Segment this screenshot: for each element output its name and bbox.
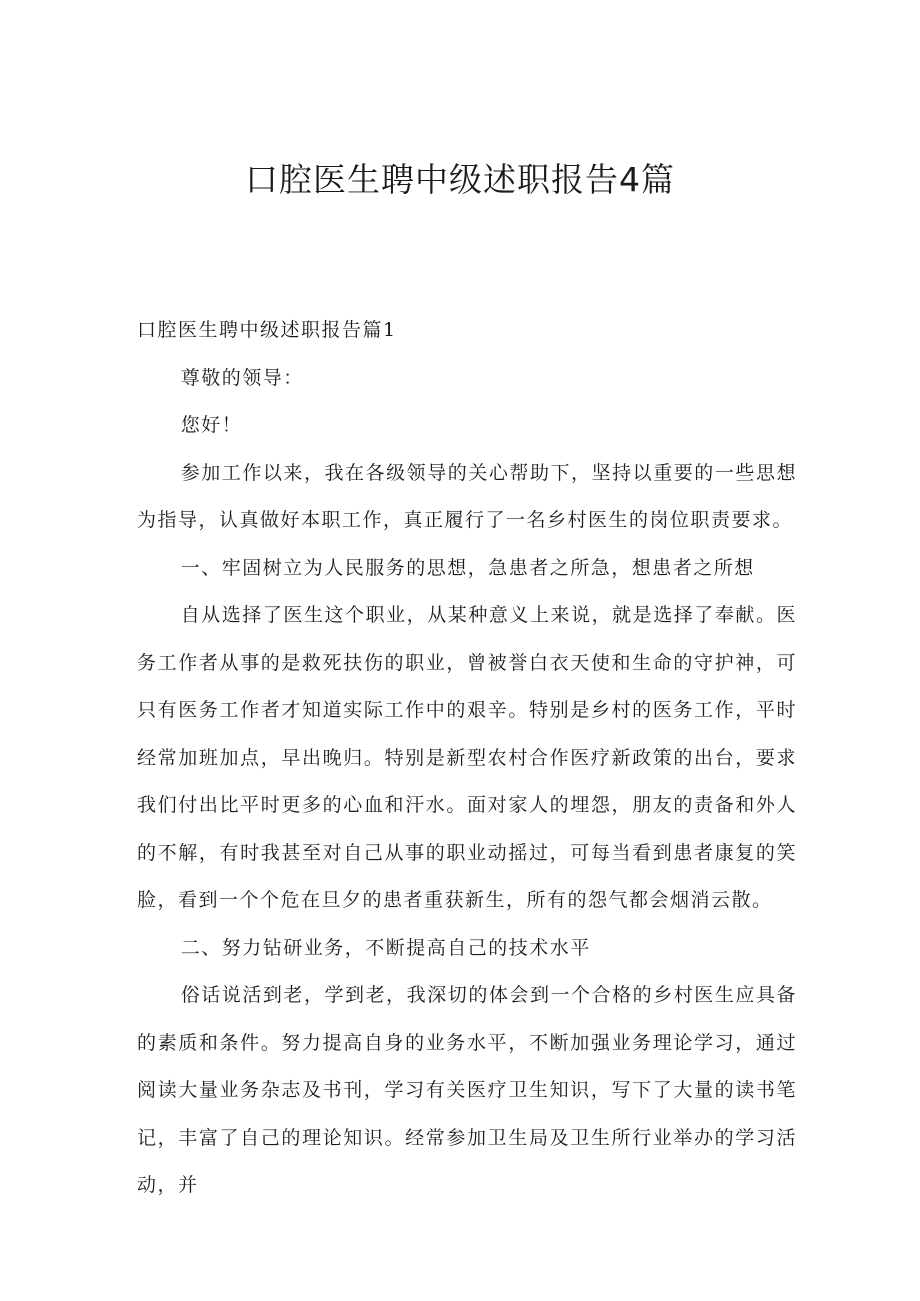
document-title: 口腔医生聘中级述职报告4篇 <box>245 160 675 199</box>
section-heading: 口腔医生聘中级述职报告篇1 <box>137 319 397 341</box>
paragraph-dedication: 自从选择了医生这个职业，从某种意义上来说，就是选择了奉献。医务工作者从事的是救死扶伤的职业，曾被誉白衣天使和生命的守护神，可只有医务工作者才知道实际工作中的艰辛。特别是乡村的医务工作，平时经常加班加点，早出晚归。特别是新型农村合作医疗新政策的出台，要求我们付出比平时更多的心血和汗水。面对家人的埋怨，朋友的责备和外人的不解，有时我甚至对自己从事的职业动摇过，可每当看到患者康复的笑脸，看到一个个危在旦夕的患者重获新生，所有的怨气都会烟消云散。 <box>137 604 797 911</box>
subheading-2: 二、努力钻研业务，不断提高自己的技术水平 <box>180 936 591 959</box>
subheading-1: 一、牢固树立为人民服务的思想，急患者之所急，想患者之所想 <box>180 556 755 579</box>
paragraph-study: 俗话说活到老，学到老，我深切的体会到一个合格的乡村医生应具备的素质和条件。努力提高自身的业务水平，不断加强业务理论学习，通过阅读大量业务杂志及书刊，学习有关医疗卫生知识，写下了大量的读书笔记，丰富了自己的理论知识。经常参加卫生局及卫生所行业举办的学习活动，并 <box>137 984 797 1196</box>
salutation: 尊敬的领导： <box>180 366 304 389</box>
document-body <box>137 307 797 1210</box>
greeting: 您好！ <box>180 414 243 436</box>
paragraph-intro: 参加工作以来，我在各级领导的关心帮助下，坚持以重要的一些思想为指导，认真做好本职工作，真正履行了一名乡村医生的岗位职责要求。 <box>137 461 797 531</box>
